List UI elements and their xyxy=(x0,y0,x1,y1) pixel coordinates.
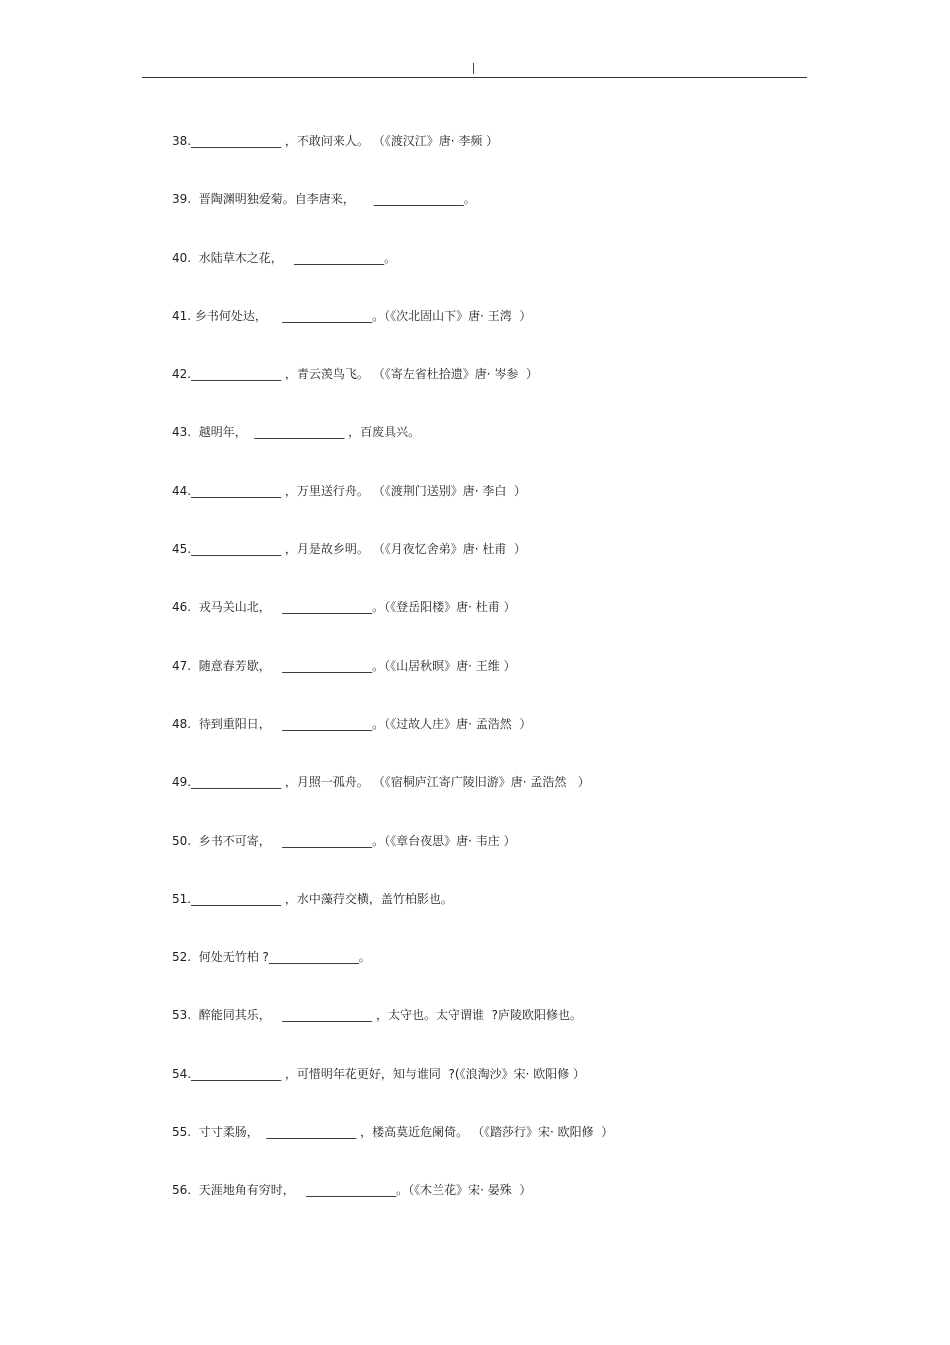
question-list xyxy=(172,131,792,1239)
header-marker xyxy=(473,63,474,74)
question-42: 42._______________ ，青云羡鸟飞。 （《寄左省杜拾遗》唐· 岑参 ） xyxy=(172,367,538,382)
question-50: 50. 乡书不可寄， _______________。（《章台夜思》唐· 韦庄 ） xyxy=(172,833,516,848)
question-41: 41. 乡书何处达， _______________。（《次北固山下》唐· 王湾 ） xyxy=(172,308,532,323)
question-39: 39. 晋陶渊明独爱菊。自李唐来， _______________。 xyxy=(172,192,476,207)
question-55: 55. 寸寸柔肠， _______________ ，楼高莫近危阑倚。 （《踏莎行》宋· 欧阳修 ） xyxy=(172,1125,614,1140)
question-43: 43. 越明年， _______________ ，百废具兴。 xyxy=(172,425,421,440)
question-44: 44._______________ ，万里送行舟。 （《渡荆门送别》唐· 李白 ） xyxy=(172,483,526,498)
question-56: 56. 天涯地角有穷时， _______________。（《木兰花》宋· 晏殊 ） xyxy=(172,1183,532,1198)
question-48: 48. 待到重阳日， _______________。（《过故人庄》唐· 孟浩然 ） xyxy=(172,716,532,731)
question-45: 45._______________ ，月是故乡明。 （《月夜忆舍弟》唐· 杜甫 ） xyxy=(172,542,526,557)
question-52: 52. 何处无竹柏 ?_______________。 xyxy=(172,950,371,965)
question-46: 46. 戎马关山北， _______________。（《登岳阳楼》唐· 杜甫 ） xyxy=(172,600,516,615)
header-rule xyxy=(142,77,807,78)
question-49: 49._______________ ，月照一孤舟。 （《宿桐庐江寄广陵旧游》唐· 孟浩然 ） xyxy=(172,775,590,790)
question-40: 40. 水陆草木之花， _______________。 xyxy=(172,250,397,265)
question-54: 54._______________ ，可惜明年花更好，知与谁同 ?(《浪淘沙》宋· 欧阳修 ） xyxy=(172,1066,586,1081)
question-51: 51._______________ ，水中藻荇交横，盖竹柏影也。 xyxy=(172,891,453,906)
question-38: 38._______________ ，不敢问来人。 （《渡汉江》唐· 李频 ） xyxy=(172,134,499,148)
question-47: 47. 随意春芳歇， _______________。（《山居秋暝》唐· 王维 ） xyxy=(172,658,516,673)
question-53: 53. 醉能同其乐， _______________ ，太守也。太守谓谁 ?庐陵欧阳修也。 xyxy=(172,1008,582,1023)
